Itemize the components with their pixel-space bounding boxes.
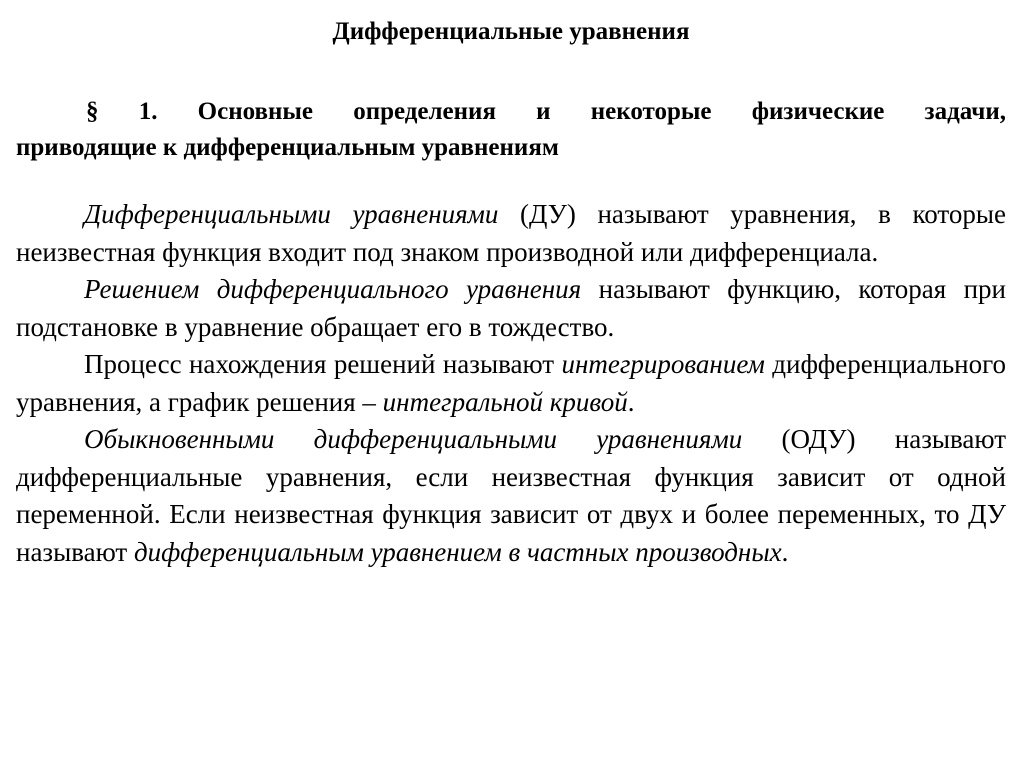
section-heading	[16, 94, 1006, 166]
section-number: § 1.	[86, 98, 158, 125]
paragraph-text: Процесс нахождения решений называют	[84, 349, 562, 379]
paragraph-definition-de	[16, 196, 1006, 271]
term-integral-curve: интегральной кривой	[382, 386, 628, 417]
paragraph-text: .	[781, 536, 789, 567]
paragraph-text: .	[627, 386, 635, 417]
paragraph-text: дифференциального уравнения, а график решения –	[16, 349, 1006, 417]
page-title: Дифференциальные уравнения	[332, 18, 690, 45]
paragraph-text: (ОДУ) называют дифференциальные уравнения, если неизвестная функция зависит от одной переменной. Если неизвестная функция зависит от двух и более переменных, то ДУ называют	[16, 424, 1006, 567]
paragraph-definition-solution	[16, 271, 1006, 346]
section-title-part2: приводящие к дифференциальным уравнениям	[16, 134, 559, 161]
paragraph-definition-ode	[16, 421, 1006, 571]
section-heading-line1	[16, 94, 1006, 130]
paragraph-text: (ДУ) называют уравнения, в которые неизвестная функция входит под знаком производной или дифференциала.	[16, 199, 1006, 267]
paragraph-definition-integration	[16, 346, 1006, 421]
term-solution: Решением дифференциального уравнения	[84, 274, 582, 304]
term-integration: интегрированием	[561, 349, 765, 379]
section-title-part1: Основные определения и некоторые физические задачи,	[197, 98, 1006, 125]
document-page	[16, 14, 1006, 571]
paragraph-text: называют функцию, которая при подстановке в уравнение обращает его в тождество.	[16, 274, 1006, 342]
term-differential-equations: Дифференциальными уравнениями	[84, 199, 499, 229]
term-partial-de: дифференциальным уравнением в частных производных	[133, 536, 782, 567]
term-ordinary-de: Обыкновенными дифференциальными уравнениями	[84, 424, 743, 454]
